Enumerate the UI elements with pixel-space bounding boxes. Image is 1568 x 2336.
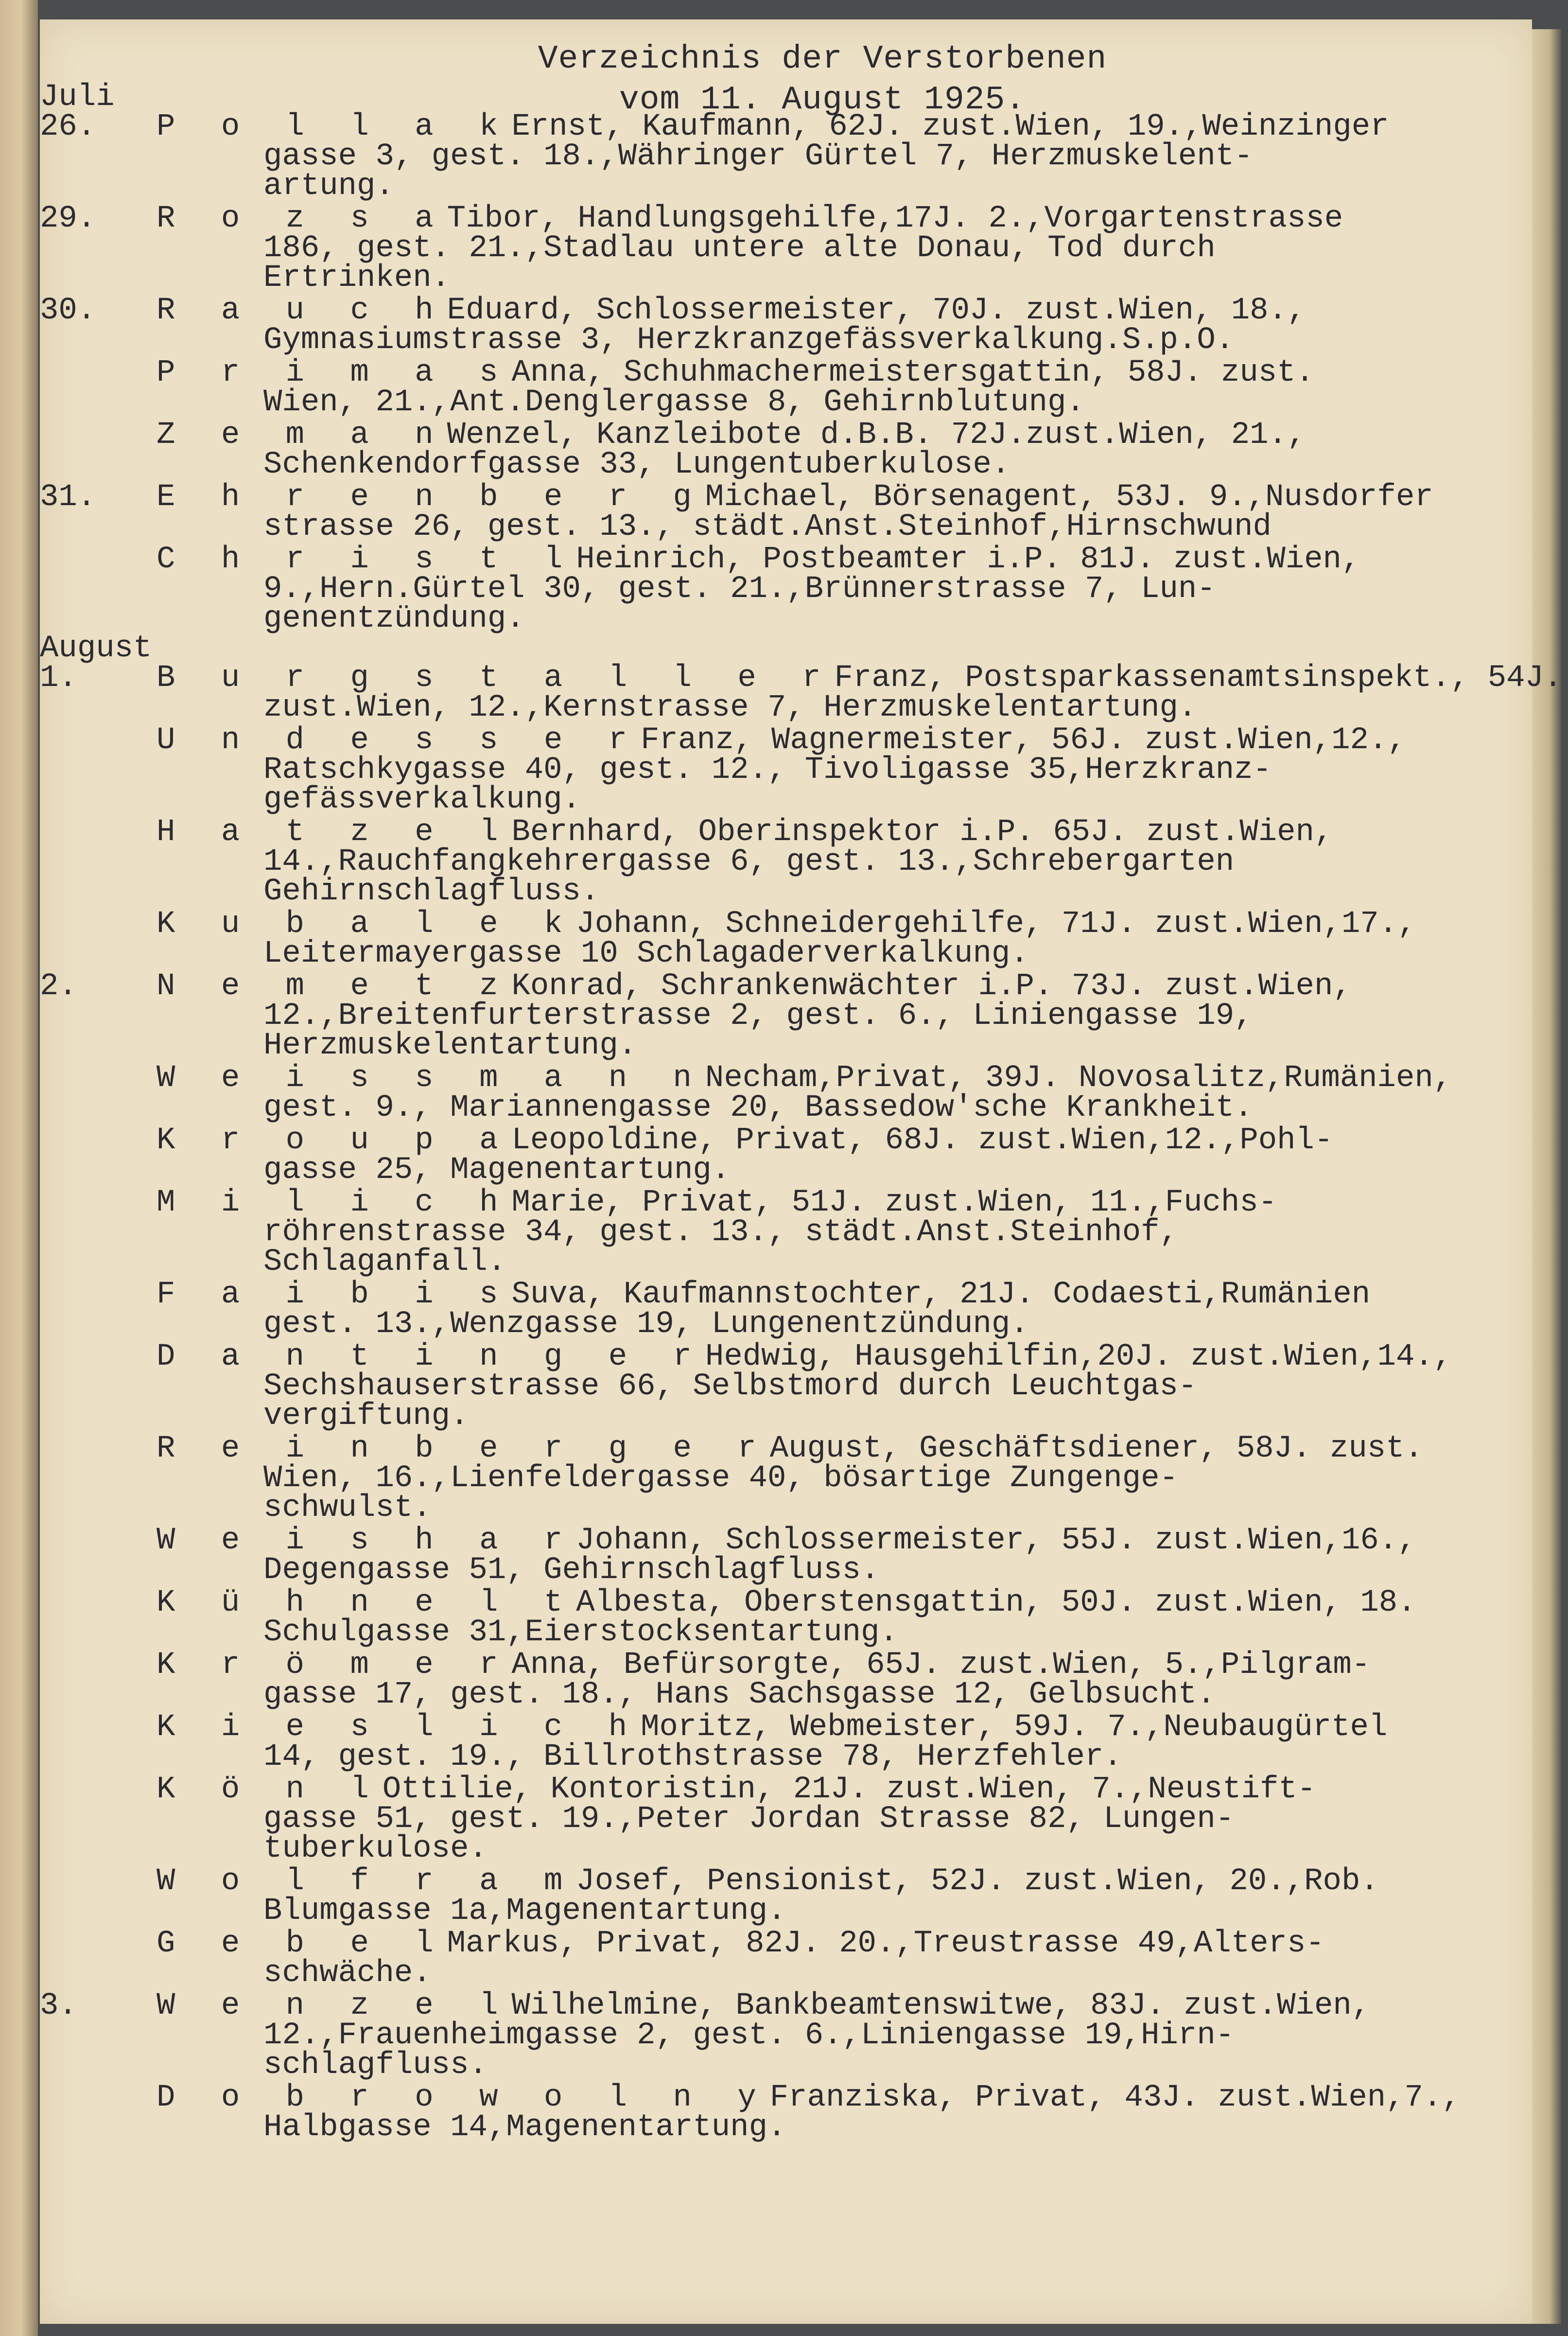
month-heading-juli: Juli bbox=[40, 80, 115, 115]
entry-continuation-line: 12.,Frauenheimgasse 2, gest. 6.,Liniengasse 19,Hirn- bbox=[263, 2018, 1235, 2053]
register-entry bbox=[40, 661, 1563, 725]
entry-first-line bbox=[157, 201, 1517, 236]
register-entry bbox=[157, 1710, 1517, 1774]
entry-first-line bbox=[157, 661, 1563, 696]
entry-surname: Z e m a n bbox=[157, 418, 447, 453]
entry-first-line bbox=[157, 542, 1517, 577]
entry-first-line bbox=[157, 1123, 1517, 1158]
entry-details: August, Geschäftsdiener, 58J. zust. bbox=[769, 1431, 1423, 1466]
entry-details: Leopoldine, Privat, 68J. zust.Wien,12.,Pohl- bbox=[511, 1123, 1333, 1158]
entry-details: Tibor, Handlungsgehilfe,17J. 2.,Vorgartenstrasse bbox=[447, 201, 1343, 236]
entry-surname: N e m e t z bbox=[157, 969, 512, 1004]
entry-details: Anna, Befürsorgte, 65J. zust.Wien, 5.,Pilgram- bbox=[511, 1648, 1371, 1683]
entry-first-line bbox=[157, 1431, 1517, 1466]
entry-continuation-line: gasse 51, gest. 19.,Peter Jordan Strasse 82, Lungen- bbox=[263, 1802, 1235, 1837]
entry-surname: F a i b i s bbox=[157, 1277, 512, 1312]
entry-first-line bbox=[157, 1061, 1517, 1096]
entry-first-line bbox=[157, 418, 1517, 453]
entry-details: Necham,Privat, 39J. Novosalitz,Rumänien, bbox=[705, 1061, 1452, 1096]
entry-continuation-line: Schenkendorfgasse 33, Lungentuberkulose. bbox=[263, 447, 1010, 482]
entry-details: Johann, Schlossermeister, 55J. zust.Wien,16., bbox=[576, 1523, 1416, 1558]
entry-surname: E h r e n b e r g bbox=[157, 480, 705, 515]
register-entry bbox=[157, 815, 1517, 909]
register-entry bbox=[157, 1585, 1517, 1650]
register-entry bbox=[157, 1185, 1517, 1280]
entry-surname: W e i s s m a n n bbox=[157, 1061, 705, 1096]
entry-surname: P r i m a s bbox=[157, 355, 512, 390]
entry-surname: W e i s h a r bbox=[157, 1523, 576, 1558]
entry-first-line bbox=[157, 1772, 1517, 1807]
register-entry bbox=[157, 1864, 1517, 1929]
entry-details: Eduard, Schlossermeister, 70J. zust.Wien, 18., bbox=[447, 293, 1306, 328]
entry-day: 3. bbox=[40, 1988, 77, 2023]
entry-first-line bbox=[157, 1339, 1517, 1374]
entry-details: Michael, Börsenagent, 53J. 9.,Nusdorfer bbox=[705, 480, 1433, 515]
entry-surname: G e b e l bbox=[157, 1926, 447, 1961]
entry-continuation-line: 12.,Breitenfurterstrasse 2, gest. 6., Liniengasse 19, bbox=[263, 999, 1253, 1034]
register-entry bbox=[40, 480, 1517, 544]
entry-continuation-line: tuberkulose. bbox=[263, 1831, 488, 1866]
entry-details: Franziska, Privat, 43J. zust.Wien,7., bbox=[769, 2080, 1461, 2115]
entry-continuation-line: Schlaganfall. bbox=[263, 1245, 506, 1280]
entry-details: Heinrich, Postbeamter i.P. 81J. zust.Wien, bbox=[576, 542, 1360, 577]
entry-continuation-line: Ertrinken. bbox=[263, 261, 451, 296]
entry-continuation-line: Gymnasiumstrasse 3, Herzkranzgefässverkalkung.S.p.O. bbox=[263, 323, 1235, 358]
entry-first-line bbox=[157, 1585, 1517, 1620]
entry-details: Hedwig, Hausgehilfin,20J. zust.Wien,14., bbox=[705, 1339, 1452, 1374]
entry-surname: W o l f r a m bbox=[157, 1864, 576, 1899]
register-entries bbox=[40, 80, 1563, 2145]
entry-day: 31. bbox=[40, 480, 96, 515]
entry-details: Marie, Privat, 51J. zust.Wien, 11.,Fuchs- bbox=[511, 1185, 1277, 1220]
entry-continuation-line: schlagfluss. bbox=[263, 2048, 488, 2083]
entry-day: 26. bbox=[40, 109, 96, 144]
title-line-2: vom 11. August 1925. bbox=[619, 81, 1026, 119]
entry-details: Albesta, Oberstensgattin, 50J. zust.Wien, 18. bbox=[576, 1585, 1416, 1620]
register-entry bbox=[40, 109, 1517, 204]
register-entry bbox=[157, 907, 1517, 971]
entry-continuation-line: genentzündung. bbox=[263, 601, 525, 636]
entry-day: 30. bbox=[40, 293, 96, 328]
entry-details: Konrad, Schrankenwächter i.P. 73J. zust.Wien, bbox=[511, 969, 1352, 1004]
entry-day: 1. bbox=[40, 661, 77, 696]
entry-continuation-line: Halbgasse 14,Magenentartung. bbox=[263, 2110, 786, 2145]
register-entry bbox=[157, 1123, 1517, 1188]
register-entry bbox=[157, 542, 1517, 636]
entry-continuation-line: röhrenstrasse 34, gest. 13., städt.Anst.Steinhof, bbox=[263, 1215, 1178, 1250]
entry-continuation-line: Wien, 16.,Lienfeldergasse 40, bösartige Zungenge- bbox=[263, 1461, 1178, 1496]
entry-first-line bbox=[157, 355, 1517, 390]
entry-continuation-line: vergiftung. bbox=[263, 1399, 469, 1434]
entry-surname: K r o u p a bbox=[157, 1123, 512, 1158]
entry-surname: K r ö m e r bbox=[157, 1648, 512, 1683]
entry-continuation-line: Schulgasse 31,Eierstocksentartung. bbox=[263, 1615, 898, 1650]
register-entry bbox=[40, 1988, 1517, 2083]
entry-continuation-line: zust.Wien, 12.,Kernstrasse 7, Herzmuskelentartung. bbox=[263, 690, 1197, 725]
entry-continuation-line: 9.,Hern.Gürtel 30, gest. 21.,Brünnerstrasse 7, Lun- bbox=[263, 572, 1216, 607]
entry-details: Franz, Wagnermeister, 56J. zust.Wien,12., bbox=[641, 723, 1406, 758]
entry-surname: U n d e s s e r bbox=[157, 723, 641, 758]
register-entry bbox=[157, 1431, 1517, 1526]
register-entry bbox=[157, 1277, 1517, 1342]
register-entry bbox=[157, 723, 1517, 817]
entry-continuation-line: artung. bbox=[263, 169, 394, 204]
entry-first-line bbox=[157, 1277, 1517, 1312]
register-entry bbox=[157, 1772, 1517, 1866]
entry-continuation-line: 186, gest. 21.,Stadlau untere alte Donau, Tod durch bbox=[263, 231, 1216, 266]
entry-continuation-line: Blumgasse 1a,Magenentartung. bbox=[263, 1894, 786, 1929]
entry-continuation-line: Leitermayergasse 10 Schlagaderverkalkung. bbox=[263, 936, 1029, 971]
register-entry bbox=[157, 1926, 1517, 1991]
entry-continuation-line: Wien, 21.,Ant.Denglergasse 8, Gehirnblutung. bbox=[263, 385, 1085, 420]
adjacent-page-edge bbox=[0, 0, 38, 2336]
entry-details: Ernst, Kaufmann, 62J. zust.Wien, 19.,Weinzinger bbox=[511, 109, 1389, 144]
entry-first-line bbox=[157, 1648, 1517, 1683]
entry-surname: K ü h n e l t bbox=[157, 1585, 576, 1620]
document-page bbox=[40, 19, 1563, 2324]
page-fore-edge bbox=[1532, 29, 1561, 2324]
entry-first-line bbox=[157, 1185, 1517, 1220]
entry-first-line bbox=[157, 480, 1517, 515]
entry-details: Josef, Pensionist, 52J. zust.Wien, 20.,Rob. bbox=[576, 1864, 1379, 1899]
entry-surname: R a u c h bbox=[157, 293, 447, 328]
register-entry bbox=[157, 1648, 1517, 1712]
entry-surname: B u r g s t a l l e r bbox=[157, 661, 835, 696]
entry-details: Moritz, Webmeister, 59J. 7.,Neubaugürtel bbox=[641, 1710, 1388, 1745]
entry-details: Anna, Schuhmachermeistersgattin, 58J. zust. bbox=[511, 355, 1314, 390]
entry-continuation-line: Gehirnschlagfluss. bbox=[263, 874, 600, 909]
entry-details: Wenzel, Kanzleibote d.B.B. 72J.zust.Wien, 21., bbox=[447, 418, 1306, 453]
entry-first-line bbox=[157, 1926, 1517, 1961]
entry-details: Bernhard, Oberinspektor i.P. 65J. zust.Wien, bbox=[511, 815, 1333, 850]
month-heading-august: August bbox=[40, 631, 152, 666]
entry-continuation-line: gefässverkalkung. bbox=[263, 782, 581, 817]
entry-first-line bbox=[157, 1864, 1517, 1899]
entry-surname: P o l l a k bbox=[157, 109, 512, 144]
register-entry bbox=[157, 355, 1517, 420]
register-entry bbox=[40, 201, 1517, 296]
entry-first-line bbox=[157, 815, 1517, 850]
register-entry bbox=[157, 1523, 1517, 1588]
register-entry bbox=[40, 293, 1517, 358]
register-entry bbox=[157, 2080, 1517, 2145]
entry-day: 29. bbox=[40, 201, 96, 236]
entry-details: Suva, Kaufmannstochter, 21J. Codaesti,Rumänien bbox=[511, 1277, 1371, 1312]
register-entry bbox=[157, 1061, 1517, 1125]
entry-surname: M i l i c h bbox=[157, 1185, 512, 1220]
entry-first-line bbox=[157, 2080, 1517, 2115]
entry-first-line bbox=[157, 1710, 1517, 1745]
entry-continuation-line: strasse 26, gest. 13., städt.Anst.Steinhof,Hirnschwund bbox=[263, 509, 1272, 544]
title-line-1: Verzeichnis der Verstorbenen bbox=[538, 40, 1107, 78]
entry-continuation-line: 14.,Rauchfangkehrergasse 6, gest. 13.,Schrebergarten bbox=[263, 844, 1235, 879]
entry-day: 2. bbox=[40, 969, 77, 1004]
entry-continuation-line: gest. 9., Mariannengasse 20, Bassedow'sche Krankheit. bbox=[263, 1090, 1253, 1125]
entry-first-line bbox=[157, 1988, 1517, 2023]
entry-continuation-line: Ratschkygasse 40, gest. 12., Tivoligasse 35,Herzkranz- bbox=[263, 753, 1272, 788]
entry-surname: C h r i s t l bbox=[157, 542, 576, 577]
register-entry bbox=[40, 969, 1517, 1063]
entry-surname: K ö n l bbox=[157, 1772, 383, 1807]
entry-first-line bbox=[157, 109, 1517, 144]
entry-details: Johann, Schneidergehilfe, 71J. zust.Wien,17., bbox=[576, 907, 1416, 942]
entry-continuation-line: gasse 17, gest. 18., Hans Sachsgasse 12, Gelbsucht. bbox=[263, 1677, 1216, 1712]
entry-details: Ottilie, Kontoristin, 21J. zust.Wien, 7.,Neustift- bbox=[382, 1772, 1316, 1807]
register-entry bbox=[157, 418, 1517, 482]
entry-continuation-line: Herzmuskelentartung. bbox=[263, 1028, 637, 1063]
entry-details: Franz, Postsparkassenamtsinspekt., 54J. bbox=[834, 661, 1563, 696]
entry-surname: K i e s l i c h bbox=[157, 1710, 641, 1745]
entry-continuation-line: Sechshauserstrasse 66, Selbstmord durch Leuchtgas- bbox=[263, 1369, 1197, 1404]
entry-surname: W e n z e l bbox=[157, 1988, 512, 2023]
entry-surname: H a t z e l bbox=[157, 815, 512, 850]
entry-continuation-line: Degengasse 51, Gehirnschlagfluss. bbox=[263, 1553, 880, 1588]
entry-first-line bbox=[157, 907, 1517, 942]
entry-surname: K u b a l e k bbox=[157, 907, 576, 942]
entry-first-line bbox=[157, 723, 1517, 758]
entry-first-line bbox=[157, 969, 1517, 1004]
entry-continuation-line: schwulst. bbox=[263, 1491, 432, 1526]
entry-first-line bbox=[157, 1523, 1517, 1558]
entry-continuation-line: gasse 25, Magenentartung. bbox=[263, 1153, 731, 1188]
entry-first-line bbox=[157, 293, 1517, 328]
entry-continuation-line: 14, gest. 19., Billrothstrasse 78, Herzfehler. bbox=[263, 1739, 1122, 1774]
register-entry bbox=[157, 1339, 1517, 1434]
entry-surname: D a n t i n g e r bbox=[157, 1339, 705, 1374]
entry-surname: R e i n b e r g e r bbox=[157, 1431, 770, 1466]
entry-details: Markus, Privat, 82J. 20.,Treustrasse 49,Alters- bbox=[447, 1926, 1324, 1961]
entry-continuation-line: gasse 3, gest. 18.,Währinger Gürtel 7, Herzmuskelent- bbox=[263, 139, 1253, 174]
entry-continuation-line: schwäche. bbox=[263, 1956, 432, 1991]
entry-surname: R o z s a bbox=[157, 201, 447, 236]
entry-continuation-line: gest. 13.,Wenzgasse 19, Lungenentzündung. bbox=[263, 1307, 1029, 1342]
entry-details: Wilhelmine, Bankbeamtenswitwe, 83J. zust.Wien, bbox=[511, 1988, 1371, 2023]
entry-surname: D o b r o w o l n y bbox=[157, 2080, 770, 2115]
